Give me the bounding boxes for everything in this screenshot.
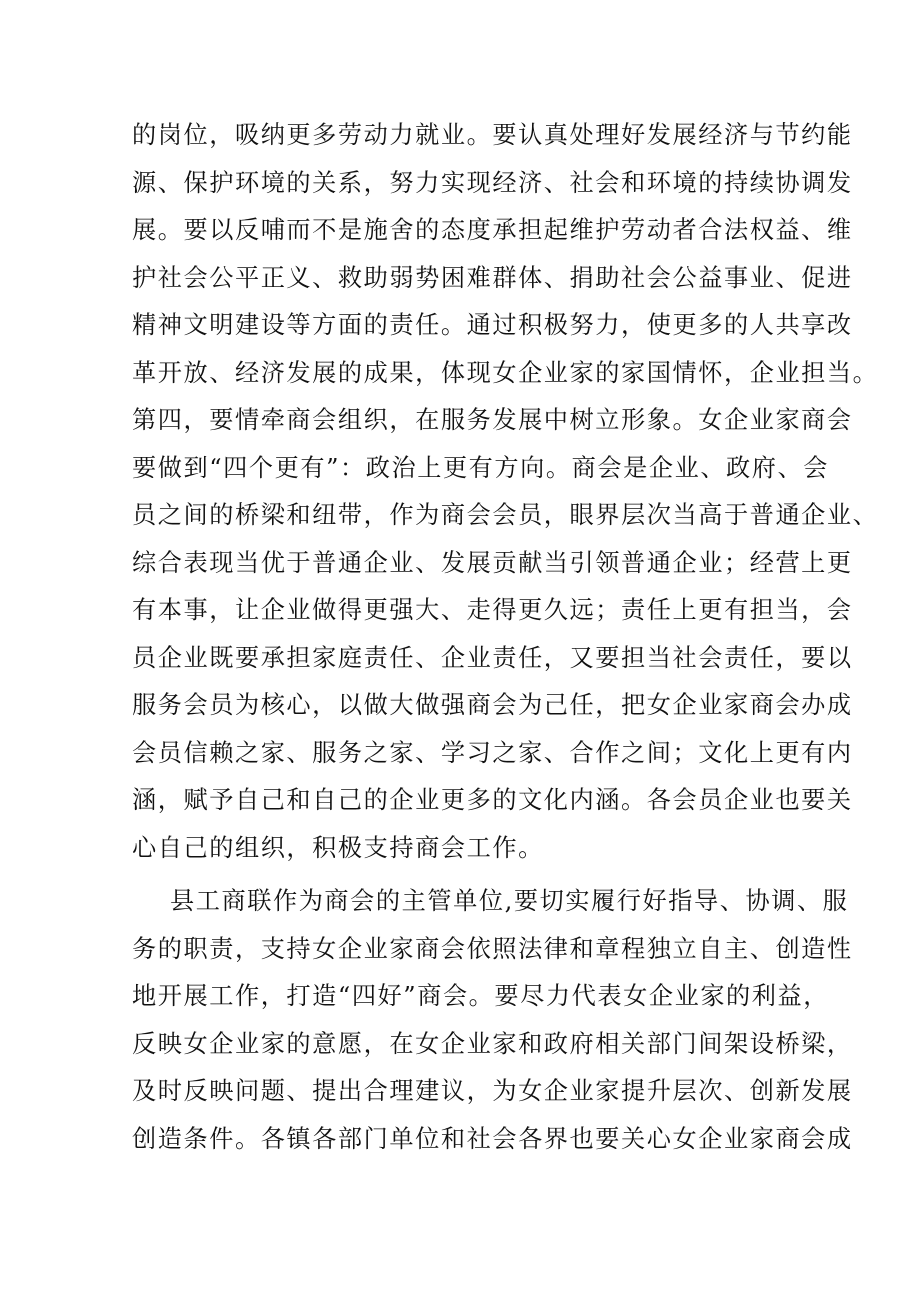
- paragraph-1-line: 服务会员为核心，以做大做强商会为己任，把女企业家商会办成: [132, 691, 853, 719]
- paragraph-2-line: 及时反映问题、提出合理建议，为女企业家提升层次、创新发展: [132, 1077, 853, 1105]
- paragraph-2-line: 县工商联作为商会的主管单位,要切实履行好指导、协调、服: [170, 887, 849, 915]
- paragraph-1-line: 心自己的组织，积极支持商会工作。: [132, 833, 544, 862]
- paragraph-1-line: 的岗位，吸纳更多劳动力就业。要认真处理好发展经济与节约能: [132, 121, 853, 149]
- paragraph-1-line: 精神文明建设等方面的责任。通过积极努力，使更多的人共享改: [132, 311, 853, 339]
- paragraph-2: [132, 878, 853, 1163]
- paragraph-1-line: 员之间的桥梁和纽带，作为商会会员，眼界层次当高于普通企业、: [132, 501, 879, 529]
- paragraph-1: [132, 112, 879, 872]
- paragraph-1-line: 第四，要情牵商会组织，在服务发展中树立形象。女企业家商会: [132, 406, 853, 434]
- paragraph-1-line: 员企业既要承担家庭责任、企业责任，又要担当社会责任，要以: [132, 643, 853, 672]
- paragraph-2-line: 反映女企业家的意愿，在女企业家和政府相关部门间架设桥梁，: [132, 1029, 853, 1058]
- paragraph-1-line: 有本事，让企业做得更强大、走得更久远；责任上更有担当，会: [132, 596, 853, 624]
- paragraph-2-line: 务的职责，支持女企业家商会依照法律和章程独立自主、创造性: [132, 934, 853, 963]
- paragraph-2-line: 地开展工作，打造“四好”商会。要尽力代表女企业家的利益，: [132, 982, 830, 1010]
- paragraph-1-line: 革开放、经济发展的成果，体现女企业家的家国情怀，企业担当。: [132, 358, 879, 387]
- paragraph-1-line: 综合表现当优于普通企业、发展贡献当引领普通企业；经营上更: [132, 548, 853, 577]
- document-body: [132, 112, 879, 1163]
- paragraph-1-line: 要做到“四个更有”：政治上更有方向。商会是企业、政府、会: [132, 453, 830, 482]
- paragraph-2-line: 创造条件。各镇各部门单位和社会各界也要关心女企业家商会成: [132, 1124, 853, 1153]
- paragraph-1-line: 展。要以反哺而不是施舍的态度承担起维护劳动者合法权益、维: [132, 216, 853, 244]
- paragraph-1-line: 会员信赖之家、服务之家、学习之家、合作之间；文化上更有内: [132, 738, 853, 767]
- paragraph-1-line: 涵，赋予自己和自己的企业更多的文化内涵。各会员企业也要关: [132, 786, 853, 814]
- paragraph-1-line: 源、保护环境的关系，努力实现经济、社会和环境的持续协调发: [132, 168, 853, 197]
- paragraph-1-line: 护社会公平正义、救助弱势困难群体、捐助社会公益事业、促进: [132, 263, 853, 292]
